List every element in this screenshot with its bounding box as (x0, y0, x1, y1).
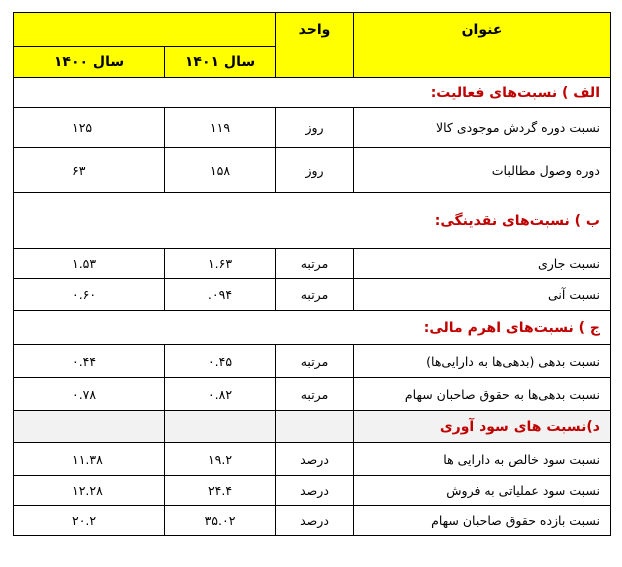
row-title: دوره وصول مطالبات (354, 148, 611, 193)
header-year-1401: سال ۱۴۰۱ (165, 47, 276, 78)
row-title: نسبت دوره گردش موجودی کالا (354, 108, 611, 148)
row-unit: درصد (276, 476, 354, 506)
section-title-profitability: د)نسبت های سود آوری (354, 411, 611, 443)
row-value-1401: ۰.۴۵ (165, 345, 276, 378)
section-title-liquidity: ب ) نسبت‌های نقدینگی: (14, 193, 611, 249)
row-value-1401: ۱.۶۳ (165, 249, 276, 279)
row-value-1401: ۱۱۹ (165, 108, 276, 148)
section-cell-empty (14, 411, 165, 443)
section-title-leverage: ج ) نسبت‌های اهرم مالی: (14, 311, 611, 345)
row-value-1401: ۱۵۸ (165, 148, 276, 193)
header-title-lower (354, 47, 611, 78)
row-value-1401: ۰۹۴. (165, 279, 276, 311)
row-value-1400: ۲۰.۲ (14, 506, 165, 536)
row-value-1401: ۰.۸۲ (165, 378, 276, 411)
row-unit: روز (276, 148, 354, 193)
section-cell-empty (165, 411, 276, 443)
header-title: عنوان (354, 13, 611, 47)
header-year-1400: سال ۱۴۰۰ (14, 47, 165, 78)
row-title: نسبت بدهی (بدهی‌ها به دارایی‌ها) (354, 345, 611, 378)
row-title: نسبت جاری (354, 249, 611, 279)
row-value-1400: ۱۱.۳۸ (14, 443, 165, 476)
row-title: نسبت بازده حقوق صاحبان سهام (354, 506, 611, 536)
row-unit: مرتبه (276, 279, 354, 311)
row-unit: درصد (276, 443, 354, 476)
header-unit-lower (276, 47, 354, 78)
row-title: نسبت سود عملیاتی به فروش (354, 476, 611, 506)
row-value-1400: ۰.۶۰ (14, 279, 165, 311)
row-value-1400: ۱۲.۲۸ (14, 476, 165, 506)
row-unit: مرتبه (276, 345, 354, 378)
row-value-1400: ۰.۴۴ (14, 345, 165, 378)
financial-ratios-table (13, 12, 611, 536)
row-title: نسبت سود خالص به دارایی ها (354, 443, 611, 476)
row-value-1400: ۰.۷۸ (14, 378, 165, 411)
section-cell-empty (276, 411, 354, 443)
row-value-1401: ۱۹.۲ (165, 443, 276, 476)
header-years-group (14, 13, 276, 47)
row-value-1401: ۲۴.۴ (165, 476, 276, 506)
row-unit: مرتبه (276, 378, 354, 411)
row-unit: مرتبه (276, 249, 354, 279)
row-value-1400: ۶۳ (14, 148, 165, 193)
row-title: نسبت بدهی‌ها به حقوق صاحبان سهام (354, 378, 611, 411)
row-value-1400: ۱۲۵ (14, 108, 165, 148)
row-value-1401: ۳۵.۰۲ (165, 506, 276, 536)
section-title-activity: الف ) نسبت‌های فعالیت: (14, 78, 611, 108)
row-unit: روز (276, 108, 354, 148)
row-title: نسبت آنی (354, 279, 611, 311)
row-unit: درصد (276, 506, 354, 536)
row-value-1400: ۱.۵۳ (14, 249, 165, 279)
header-unit: واحد (276, 13, 354, 47)
